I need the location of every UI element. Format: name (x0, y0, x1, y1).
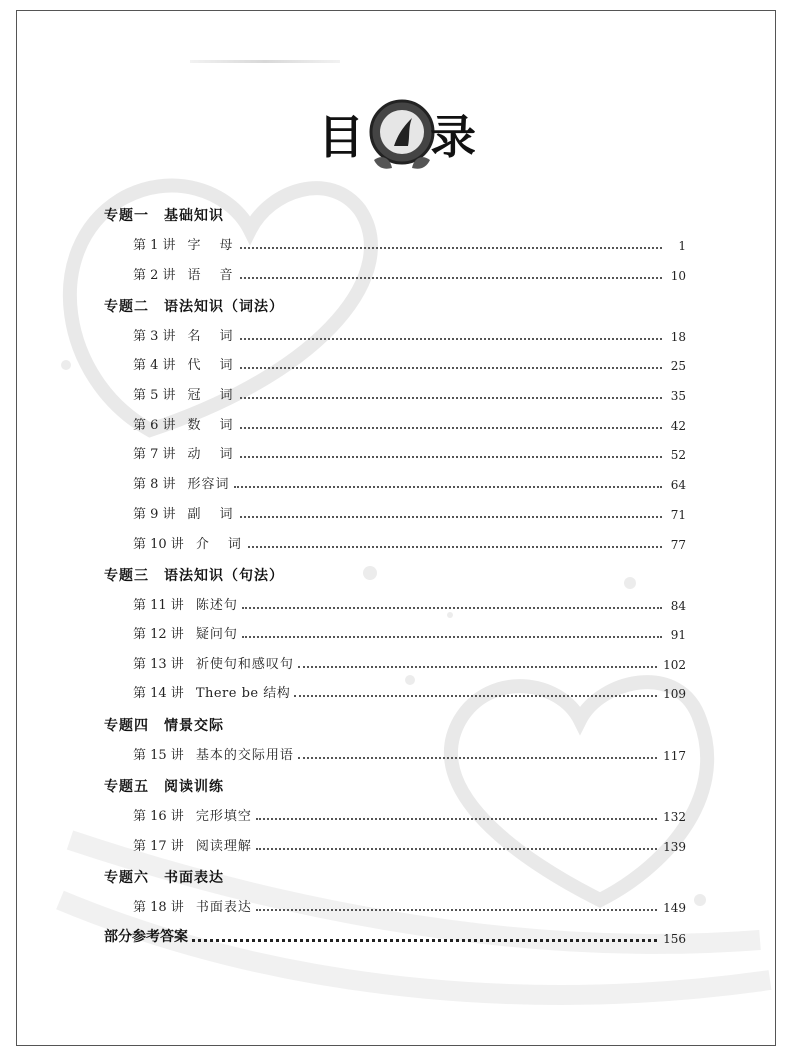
title-char-right: 录 (430, 110, 476, 164)
lesson-title: 冠 词 (187, 388, 236, 403)
page-number: 139 (663, 840, 686, 854)
toc-entry[interactable] (133, 897, 686, 915)
answers-label: 部分参考答案 (104, 929, 188, 945)
lesson-number: 第 7 讲 (133, 447, 176, 462)
dot-leader (240, 247, 662, 249)
section-heading-6: 专题六 书面表达 (104, 870, 224, 886)
toc-entry[interactable] (133, 474, 686, 492)
lesson-title: 名 词 (187, 329, 236, 344)
page-number: 71 (670, 508, 686, 522)
page-number: 18 (670, 330, 686, 344)
lesson-title: 阅读理解 (195, 839, 252, 854)
page-number: 84 (670, 599, 686, 613)
toc-entry-answers[interactable] (104, 928, 686, 946)
lesson-title: 代 词 (187, 358, 236, 373)
page-number: 35 (670, 389, 686, 403)
dot-leader (242, 636, 662, 638)
toc-entry[interactable] (133, 836, 686, 854)
lesson-title: 陈述句 (195, 598, 238, 613)
toc-entry[interactable] (133, 444, 686, 462)
dot-leader (298, 757, 657, 759)
toc-entry[interactable] (133, 355, 686, 373)
toc-entry[interactable] (133, 595, 686, 613)
lesson-number: 第 12 讲 (133, 627, 184, 642)
lesson-title: 基本的交际用语 (195, 748, 294, 763)
toc-entry[interactable] (133, 745, 686, 763)
dot-leader (256, 848, 657, 850)
toc-entry[interactable] (133, 385, 686, 403)
lesson-title: 疑问句 (195, 627, 238, 642)
lesson-title: 完形填空 (195, 809, 252, 824)
page-number: 117 (663, 749, 686, 763)
dot-leader (256, 909, 657, 911)
section-heading-2: 专题二 语法知识（词法） (104, 299, 284, 315)
section-heading-3: 专题三 语法知识（句法） (104, 568, 284, 584)
page-number: 1 (678, 239, 686, 253)
lesson-title: 副 词 (187, 507, 236, 522)
dot-leader (240, 367, 662, 369)
toc-entry[interactable] (133, 265, 686, 283)
page-number: 25 (670, 359, 686, 373)
lesson-number: 第 18 讲 (133, 900, 184, 915)
lesson-title: 数 词 (187, 418, 236, 433)
dot-leader (240, 277, 662, 279)
lesson-number: 第 10 讲 (133, 537, 184, 552)
section-heading-1: 专题一 基础知识 (104, 208, 224, 224)
page-number: 64 (670, 478, 686, 492)
lesson-number: 第 11 讲 (133, 598, 184, 613)
lesson-number: 第 5 讲 (133, 388, 176, 403)
lesson-number: 第 1 讲 (133, 238, 176, 253)
toc-entry[interactable] (133, 504, 686, 522)
section-heading-4: 专题四 情景交际 (104, 718, 224, 734)
toc-entry[interactable] (133, 534, 686, 552)
dot-leader (240, 397, 662, 399)
toc-entry[interactable] (133, 415, 686, 433)
dot-leader (294, 695, 657, 697)
lesson-title: 书面表达 (195, 900, 252, 915)
page-number: 91 (670, 628, 686, 642)
title-char-left: 目 (318, 110, 364, 164)
dot-leader (256, 818, 657, 820)
lesson-title: There be 结构 (195, 686, 291, 701)
page-number: 42 (670, 419, 686, 433)
page-number: 109 (663, 687, 686, 701)
section-heading-5: 专题五 阅读训练 (104, 779, 224, 795)
toc-entry[interactable] (133, 624, 686, 642)
lesson-title: 介 词 (195, 537, 244, 552)
page-number: 156 (663, 932, 686, 946)
toc-entry[interactable] (133, 654, 686, 672)
lesson-number: 第 15 讲 (133, 748, 184, 763)
lesson-title: 动 词 (187, 447, 236, 462)
dot-leader (248, 546, 662, 548)
lesson-title: 祈使句和感叹句 (195, 657, 294, 672)
lesson-number: 第 14 讲 (133, 686, 184, 701)
page-number: 132 (663, 810, 686, 824)
dot-leader (298, 666, 657, 668)
toc-entry[interactable] (133, 235, 686, 253)
dot-leader (240, 427, 662, 429)
dot-leader (234, 486, 662, 488)
toc-entry[interactable] (133, 326, 686, 344)
dot-leader (240, 456, 662, 458)
lesson-number: 第 2 讲 (133, 268, 176, 283)
lesson-number: 第 4 讲 (133, 358, 176, 373)
lesson-number: 第 17 讲 (133, 839, 184, 854)
page-number: 52 (670, 448, 686, 462)
dot-leader (242, 607, 662, 609)
lesson-number: 第 9 讲 (133, 507, 176, 522)
toc-entry[interactable] (133, 683, 686, 701)
dot-leader (240, 516, 662, 518)
toc-entry[interactable] (133, 806, 686, 824)
lesson-title: 字 母 (187, 238, 236, 253)
lesson-number: 第 3 讲 (133, 329, 176, 344)
dot-leader (192, 939, 657, 942)
lesson-number: 第 8 讲 (133, 477, 176, 492)
lesson-number: 第 13 讲 (133, 657, 184, 672)
lesson-title: 语 音 (187, 268, 236, 283)
lesson-number: 第 6 讲 (133, 418, 176, 433)
lesson-title: 形容词 (187, 477, 230, 492)
page-number: 149 (663, 901, 686, 915)
lesson-number: 第 16 讲 (133, 809, 184, 824)
page-number: 10 (670, 269, 686, 283)
page-number: 77 (670, 538, 686, 552)
dot-leader (240, 338, 662, 340)
page-number: 102 (663, 658, 686, 672)
